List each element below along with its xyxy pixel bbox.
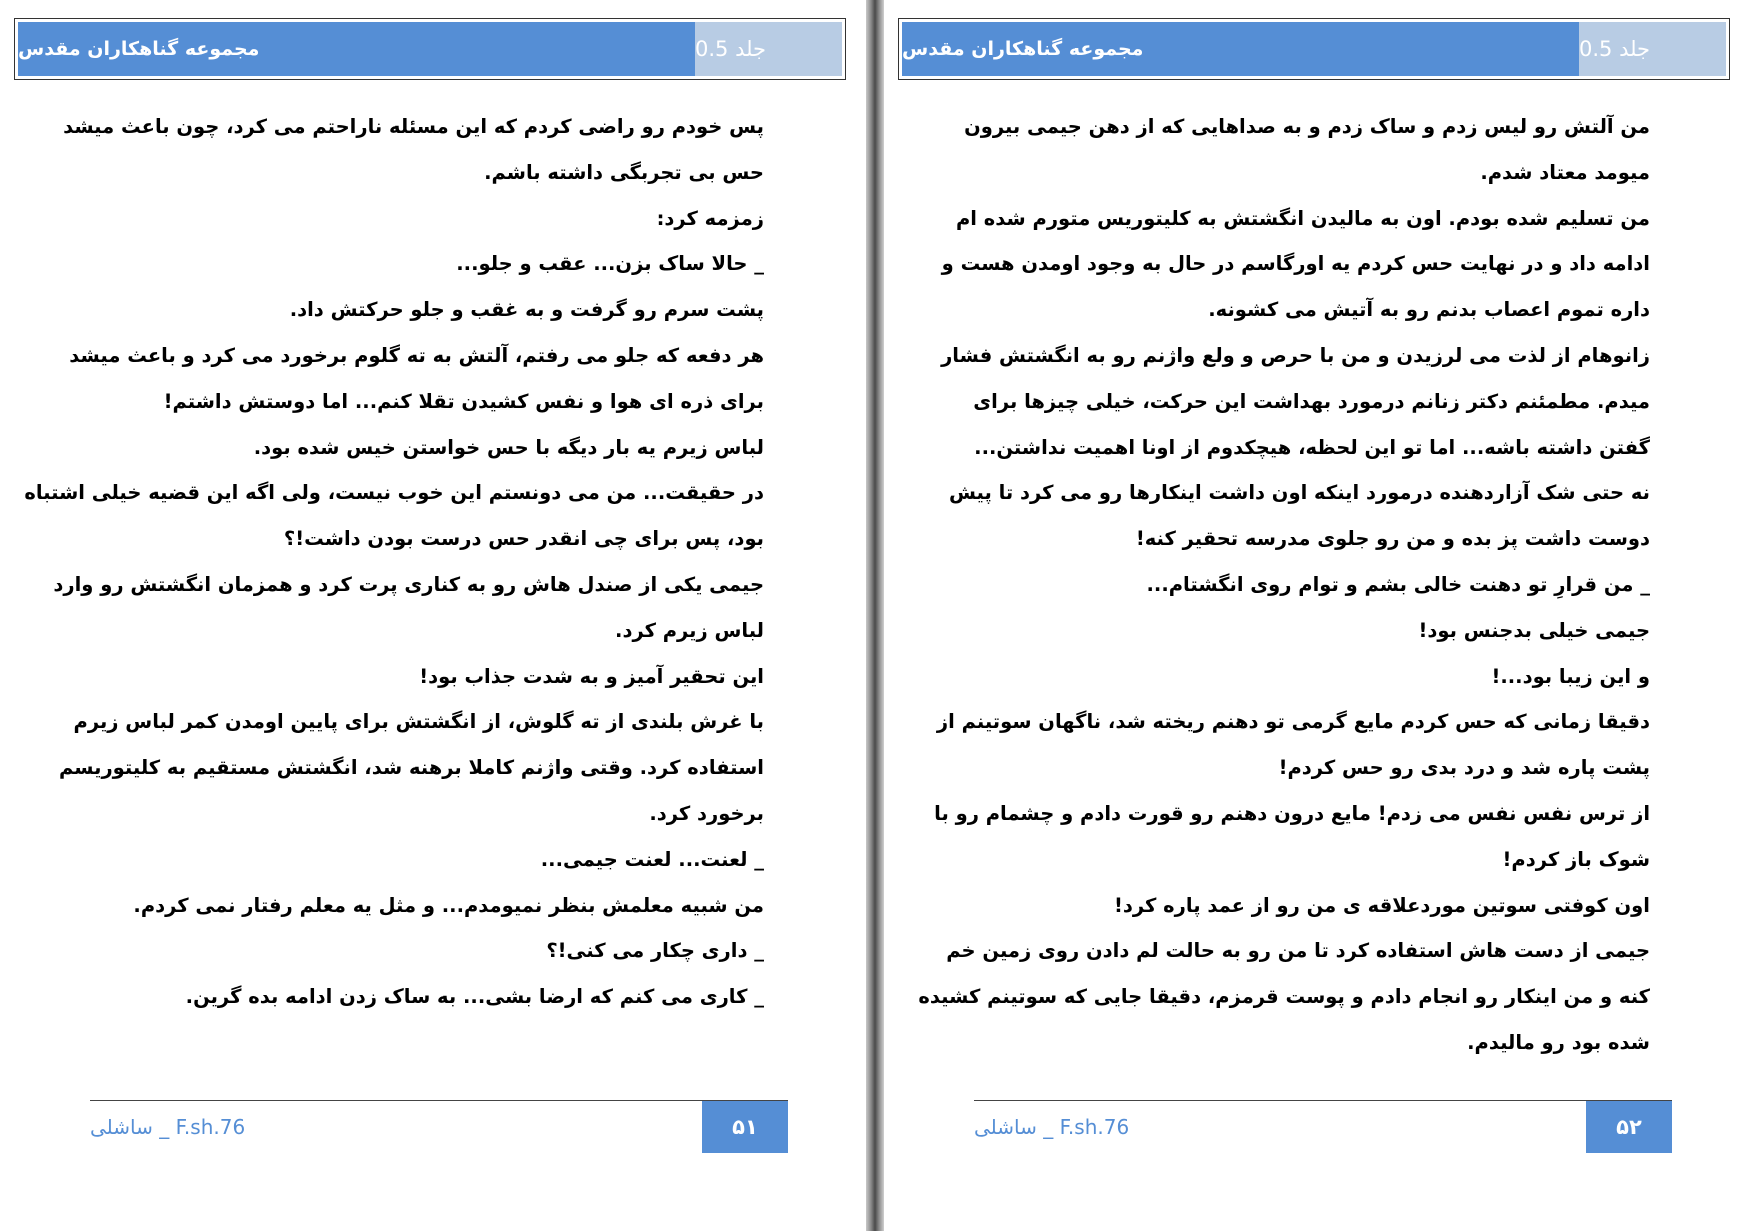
author-credit: F.sh.76 _ ساشلی (974, 1115, 1130, 1139)
text-line: _ داری چکار می کنی!؟ (546, 939, 764, 963)
book-spine (866, 0, 884, 1231)
text-line: جیمی از دست هاش استفاده کرد تا من رو به حالت لم دادن روی زمین خم (946, 939, 1650, 963)
page-footer (974, 1101, 1672, 1153)
text-line: _ من قرارِ تو دهنت خالی بشم و توام روی انگشتام... (1146, 572, 1650, 596)
text-line: هر دفعه که جلو می رفتم، آلتش به ته گلوم برخورد می کرد و باعث میشد (69, 343, 764, 367)
volume-label: جلد 0.5 (1579, 22, 1726, 76)
left-page (0, 0, 868, 1231)
book-title: مجموعه گناهکاران مقدس (18, 22, 695, 76)
text-line: برای ذره ای هوا و نفس کشیدن تقلا کنم... اما دوستش داشتم! (163, 389, 764, 413)
text-line: _ لعنت... لعنت جیمی... (540, 847, 764, 871)
text-line: حس بی تجربگی داشته باشم. (484, 160, 764, 184)
page-body-text (24, 104, 764, 1020)
page-body-text (918, 104, 1650, 1066)
text-line: داره تموم اعصاب بدنم رو به آتیش می کشونه. (1208, 298, 1650, 322)
text-line: لباس زیرم یه بار دیگه با حس خواستن خیس شده بود. (253, 435, 764, 459)
text-line: _ حالا ساک بزن... عقب و جلو... (456, 252, 764, 276)
text-line: شده بود رو مالیدم. (1467, 1030, 1650, 1054)
text-line: در حقیقت... من می دونستم این خوب نیست، ولی اگه این قضیه خیلی اشتباه (24, 481, 764, 505)
text-line: این تحقیر آمیز و به شدت جذاب بود! (419, 664, 764, 688)
text-line: نه حتی شک آزاردهنده درمورد اینکه اون داشت اینکارها رو می کرد تا پیش (948, 481, 1650, 505)
text-line: زمزمه کرد: (656, 206, 764, 230)
page-header (14, 18, 846, 80)
page-footer (90, 1101, 788, 1153)
text-line: لباس زیرم کرد. (615, 618, 764, 642)
text-line: شوک باز کردم! (1502, 847, 1650, 871)
text-line: پشت پاره شد و درد بدی رو حس کردم! (1278, 756, 1650, 780)
page-header (898, 18, 1730, 80)
text-line: میدم. مطمئنم دکتر زنانم درمورد بهداشت این حرکت، خیلی چیزها برای (973, 389, 1650, 413)
text-line: پس خودم رو راضی کردم که این مسئله ناراحتم می کرد، چون باعث میشد (63, 115, 764, 138)
text-line: پشت سرم رو گرفت و به غقب و جلو حرکتش داد. (289, 298, 764, 322)
text-line: برخورد کرد. (649, 801, 764, 825)
text-line: میومد معتاد شدم. (1480, 160, 1650, 184)
text-line: زانوهام از لذت می لرزیدن و من با حرص و ولع واژنم رو به انگشتش فشار (941, 343, 1650, 367)
text-line: از ترس نفس نفس می زدم! مایع درون دهنم رو قورت دادم و چشمام رو با (934, 801, 1650, 825)
text-line: من تسلیم شده بودم. اون به مالیدن انگشتش به کلیتوریس متورم شده ام (956, 206, 1650, 230)
text-line: کنه و من اینکار رو انجام دادم و پوست قرمزم، دقیقا جایی که سوتینم کشیده (918, 985, 1650, 1009)
right-page (884, 0, 1750, 1231)
text-line: جیمی خیلی بدجنس بود! (1418, 618, 1650, 642)
text-line: اون کوفتی سوتین موردعلاقه ی من رو از عمد پاره کرد! (1113, 893, 1650, 917)
text-line: من شبیه معلمش بنظر نمیومدم... و مثل یه معلم رفتار نمی کردم. (133, 893, 764, 917)
text-line: و این زیبا بود...! (1491, 664, 1650, 688)
page-number: ۵۱ (702, 1101, 788, 1153)
page-number: ۵۲ (1586, 1101, 1672, 1153)
text-line: بود، پس برای چی انقدر حس درست بودن داشت!؟ (283, 527, 764, 551)
text-line: استفاده کرد. وقتی واژنم کاملا برهنه شد، انگشتش مستقیم به کلیتوریسم (59, 756, 764, 780)
volume-label: جلد 0.5 (695, 22, 842, 76)
text-line: جیمی یکی از صندل هاش رو به کناری پرت کرد و همزمان انگشتش رو وارد (53, 572, 764, 596)
text-line: گفتن داشته باشه... اما تو این لحظه، هیچکدوم از اونا اهمیت نداشتن... (974, 435, 1650, 459)
text-line: ادامه داد و در نهایت حس کردم یه اورگاسم در حال به وجود اومدن هست و (941, 252, 1650, 276)
text-line: با غرش بلندی از ته گلوش، از انگشتش برای پایین اومدن کمر لباس زیرم (73, 710, 764, 734)
book-title: مجموعه گناهکاران مقدس (902, 22, 1579, 76)
text-line: من آلتش رو لیس زدم و ساک زدم و به صداهایی که از دهن جیمی بیرون (964, 115, 1650, 138)
text-line: _ کاری می کنم که ارضا بشی... به ساک زدن ادامه بده گرین. (185, 985, 764, 1009)
text-line: دقیقا زمانی که حس کردم مایع گرمی تو دهنم ریخته شد، ناگهان سوتینم از (936, 710, 1650, 734)
author-credit: F.sh.76 _ ساشلی (90, 1115, 246, 1139)
text-line: دوست داشت پز بده و من رو جلوی مدرسه تحقیر کنه! (1135, 527, 1650, 551)
